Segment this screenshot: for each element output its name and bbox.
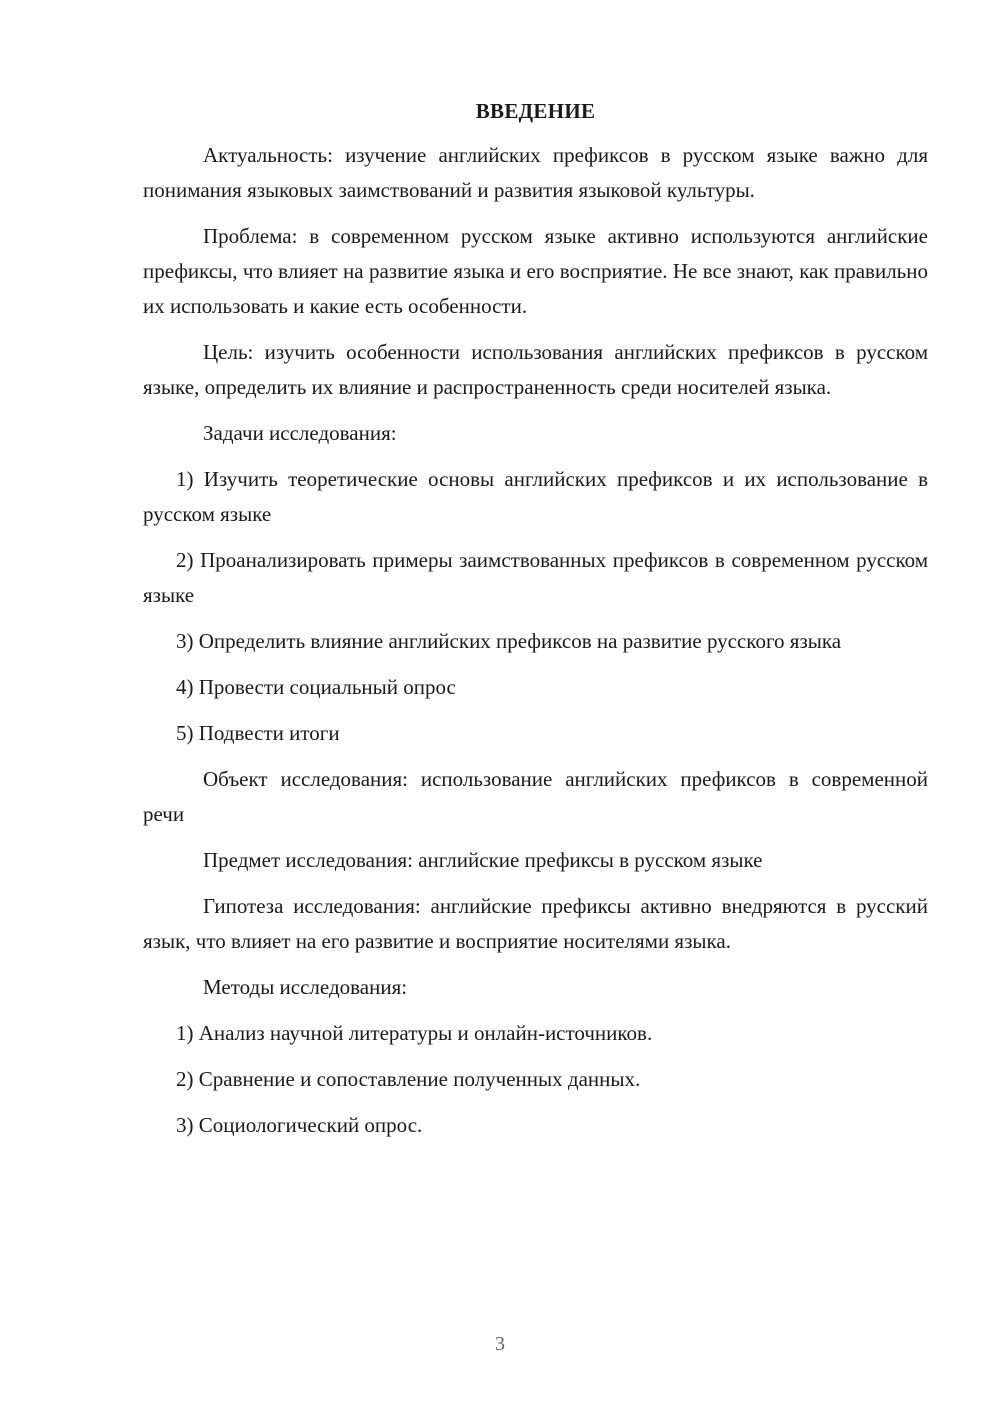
document-page — [143, 96, 928, 1154]
list-item-task-3: 3) Определить влияние английских префиксов на развитие русского языка — [176, 629, 842, 653]
page-number: 3 — [495, 1333, 505, 1355]
paragraph-problem: Проблема: в современном русском языке активно используются английские префиксы, что влияет на развитие языка и его восприятие. Не все знают, как правильно их использовать и какие есть особенности. — [143, 224, 928, 318]
list-item-task-5: 5) Подвести итоги — [176, 721, 340, 745]
list-item-method-1: 1) Анализ научной литературы и онлайн-источников. — [176, 1021, 653, 1045]
paragraph-goal: Цель: изучить особенности использования английских префиксов в русском языке, определить их влияние и распространенность среди носителей языка. — [143, 340, 928, 399]
paragraph-subject: Предмет исследования: английские префиксы в русском языке — [203, 848, 763, 872]
paragraph-tasks-heading: Задачи исследования: — [203, 421, 397, 445]
paragraph-methods-heading: Методы исследования: — [203, 975, 408, 999]
list-item-task-1: 1) Изучить теоретические основы английских префиксов и их использование в русском языке — [143, 467, 928, 526]
list-item-task-2: 2) Проанализировать примеры заимствованных префиксов в современном русском языке — [143, 548, 928, 607]
list-item-task-4: 4) Провести социальный опрос — [176, 675, 456, 699]
list-item-method-3: 3) Социологический опрос. — [176, 1113, 423, 1137]
section-title: ВВЕДЕНИЕ — [475, 99, 596, 123]
paragraph-relevance: Актуальность: изучение английских префиксов в русском языке важно для понимания языковых заимствований и развития языковой культуры. — [143, 143, 928, 202]
paragraph-hypothesis: Гипотеза исследования: английские префиксы активно внедряются в русский язык, что влияет на его развитие и восприятие носителями языка. — [143, 894, 928, 953]
list-item-method-2: 2) Сравнение и сопоставление полученных данных. — [176, 1067, 641, 1091]
paragraph-object: Объект исследования: использование английских префиксов в современной речи — [143, 767, 928, 826]
